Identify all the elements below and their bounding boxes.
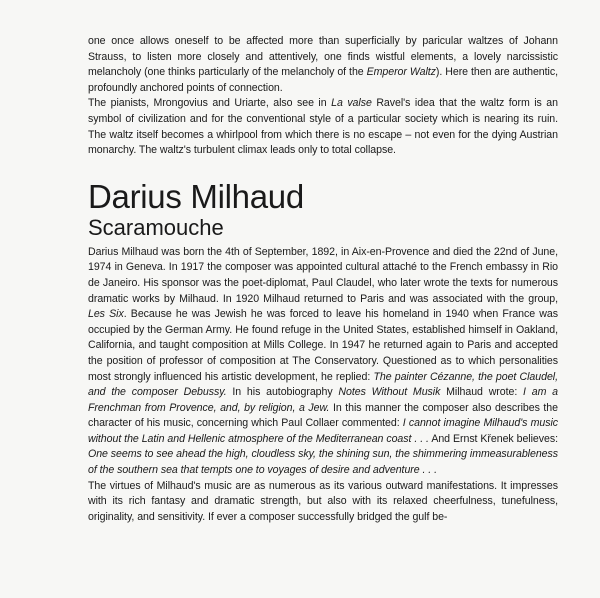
work-title-la-valse: La valse	[331, 97, 372, 110]
text-run: Darius Milhaud was born the 4th of September, 1892, in Aix-en-Provence and died the 22nd of June, 1974 in Geneva. In 1917 the composer was appointed cultural attaché to the French embassy in Rio de Janeiro. His sponsor was the poet-diplomat, Paul Claudel, who later wrote the texts for numerous dramatic works by Milhaud. In 1920 Milhaud returned to Paris and was associated with the group,	[88, 245, 558, 305]
document-page	[88, 34, 558, 525]
book-title: Notes Without Musik	[338, 386, 441, 399]
text-run: The pianists, Mrongovius and Uriarte, also see in	[88, 97, 332, 110]
text-run: Milhaud wrote:	[440, 386, 524, 399]
text-run: Ravel's idea that the waltz form is an symbol of civilization and for the conventional style of a particular society which is nearing its ruin. The waltz itself becomes a whirlpool from which there is no escape – not even for the dying Austrian monarchy. The waltz's turbulent climax leads only to total collapse.	[88, 97, 558, 157]
text-run: one once allows oneself to be affected more than superficially by paricular waltzes of Johann Strauss, to listen more closely and attentively, one finds wistful elements, a lovely narcissistic melancholy (one thinks particularly of the melancholy of the	[88, 35, 558, 79]
composer-heading: Darius Milhaud	[88, 177, 304, 215]
group-name-les-six: Les Six	[88, 308, 124, 321]
text-run: . Because he was Jewish he was forced to leave his homeland in 1940 when France was occupied by the German Army. He found refuge in the United States, established himself in Oakland, California, and taught composition at Mills College. In 1947 he returned again to Paris and accepted the position of professor of composition at The Conservatory. Questioned as to which personalities most strongly influenced his artistic development, he replied:	[88, 308, 558, 383]
quote-influences: The painter Cézanne, the poet Claudel, and the composer Debussy.	[88, 370, 558, 399]
intro-paragraph-la-valse	[88, 96, 558, 158]
intro-paragraph-strauss	[88, 34, 558, 96]
virtues-paragraph: The virtues of Milhaud's music are as numerous as its various outward manifestations. It impresses with its rich fantasy and dramatic strength, but also with its relaxed cheerfulness, tunefulness, originality, and sensitivity. If ever a composer successfully bridged the gulf be-	[88, 479, 558, 523]
quote-autobiography: I am a Frenchman from Provence, and, by religion, a Jew.	[88, 386, 558, 414]
biography-paragraph	[88, 245, 558, 479]
text-run: In his autobiography	[226, 386, 339, 399]
text-run: ). Here then are authentic, profoundly anchored points of connection.	[88, 66, 558, 94]
text-run: And Ernst Křenek believes:	[428, 432, 558, 445]
work-title-emperor-waltz: Emperor Waltz	[366, 66, 436, 79]
quote-collaer: I cannot imagine Milhaud's music without the Latin and Hellenic atmosphere of the Mediterranean coast . . .	[88, 417, 558, 445]
work-subheading: Scaramouche	[88, 214, 224, 240]
quote-krenek: One seems to see ahead the high, cloudless sky, the shining sun, the shimmering immeasurableness of the southern sea that tempts one to voyages of desire and adventure . . .	[88, 448, 558, 477]
text-run: In this manner the composer also describes the character of his music, concerning which Paul Collaer commented:	[88, 401, 558, 430]
